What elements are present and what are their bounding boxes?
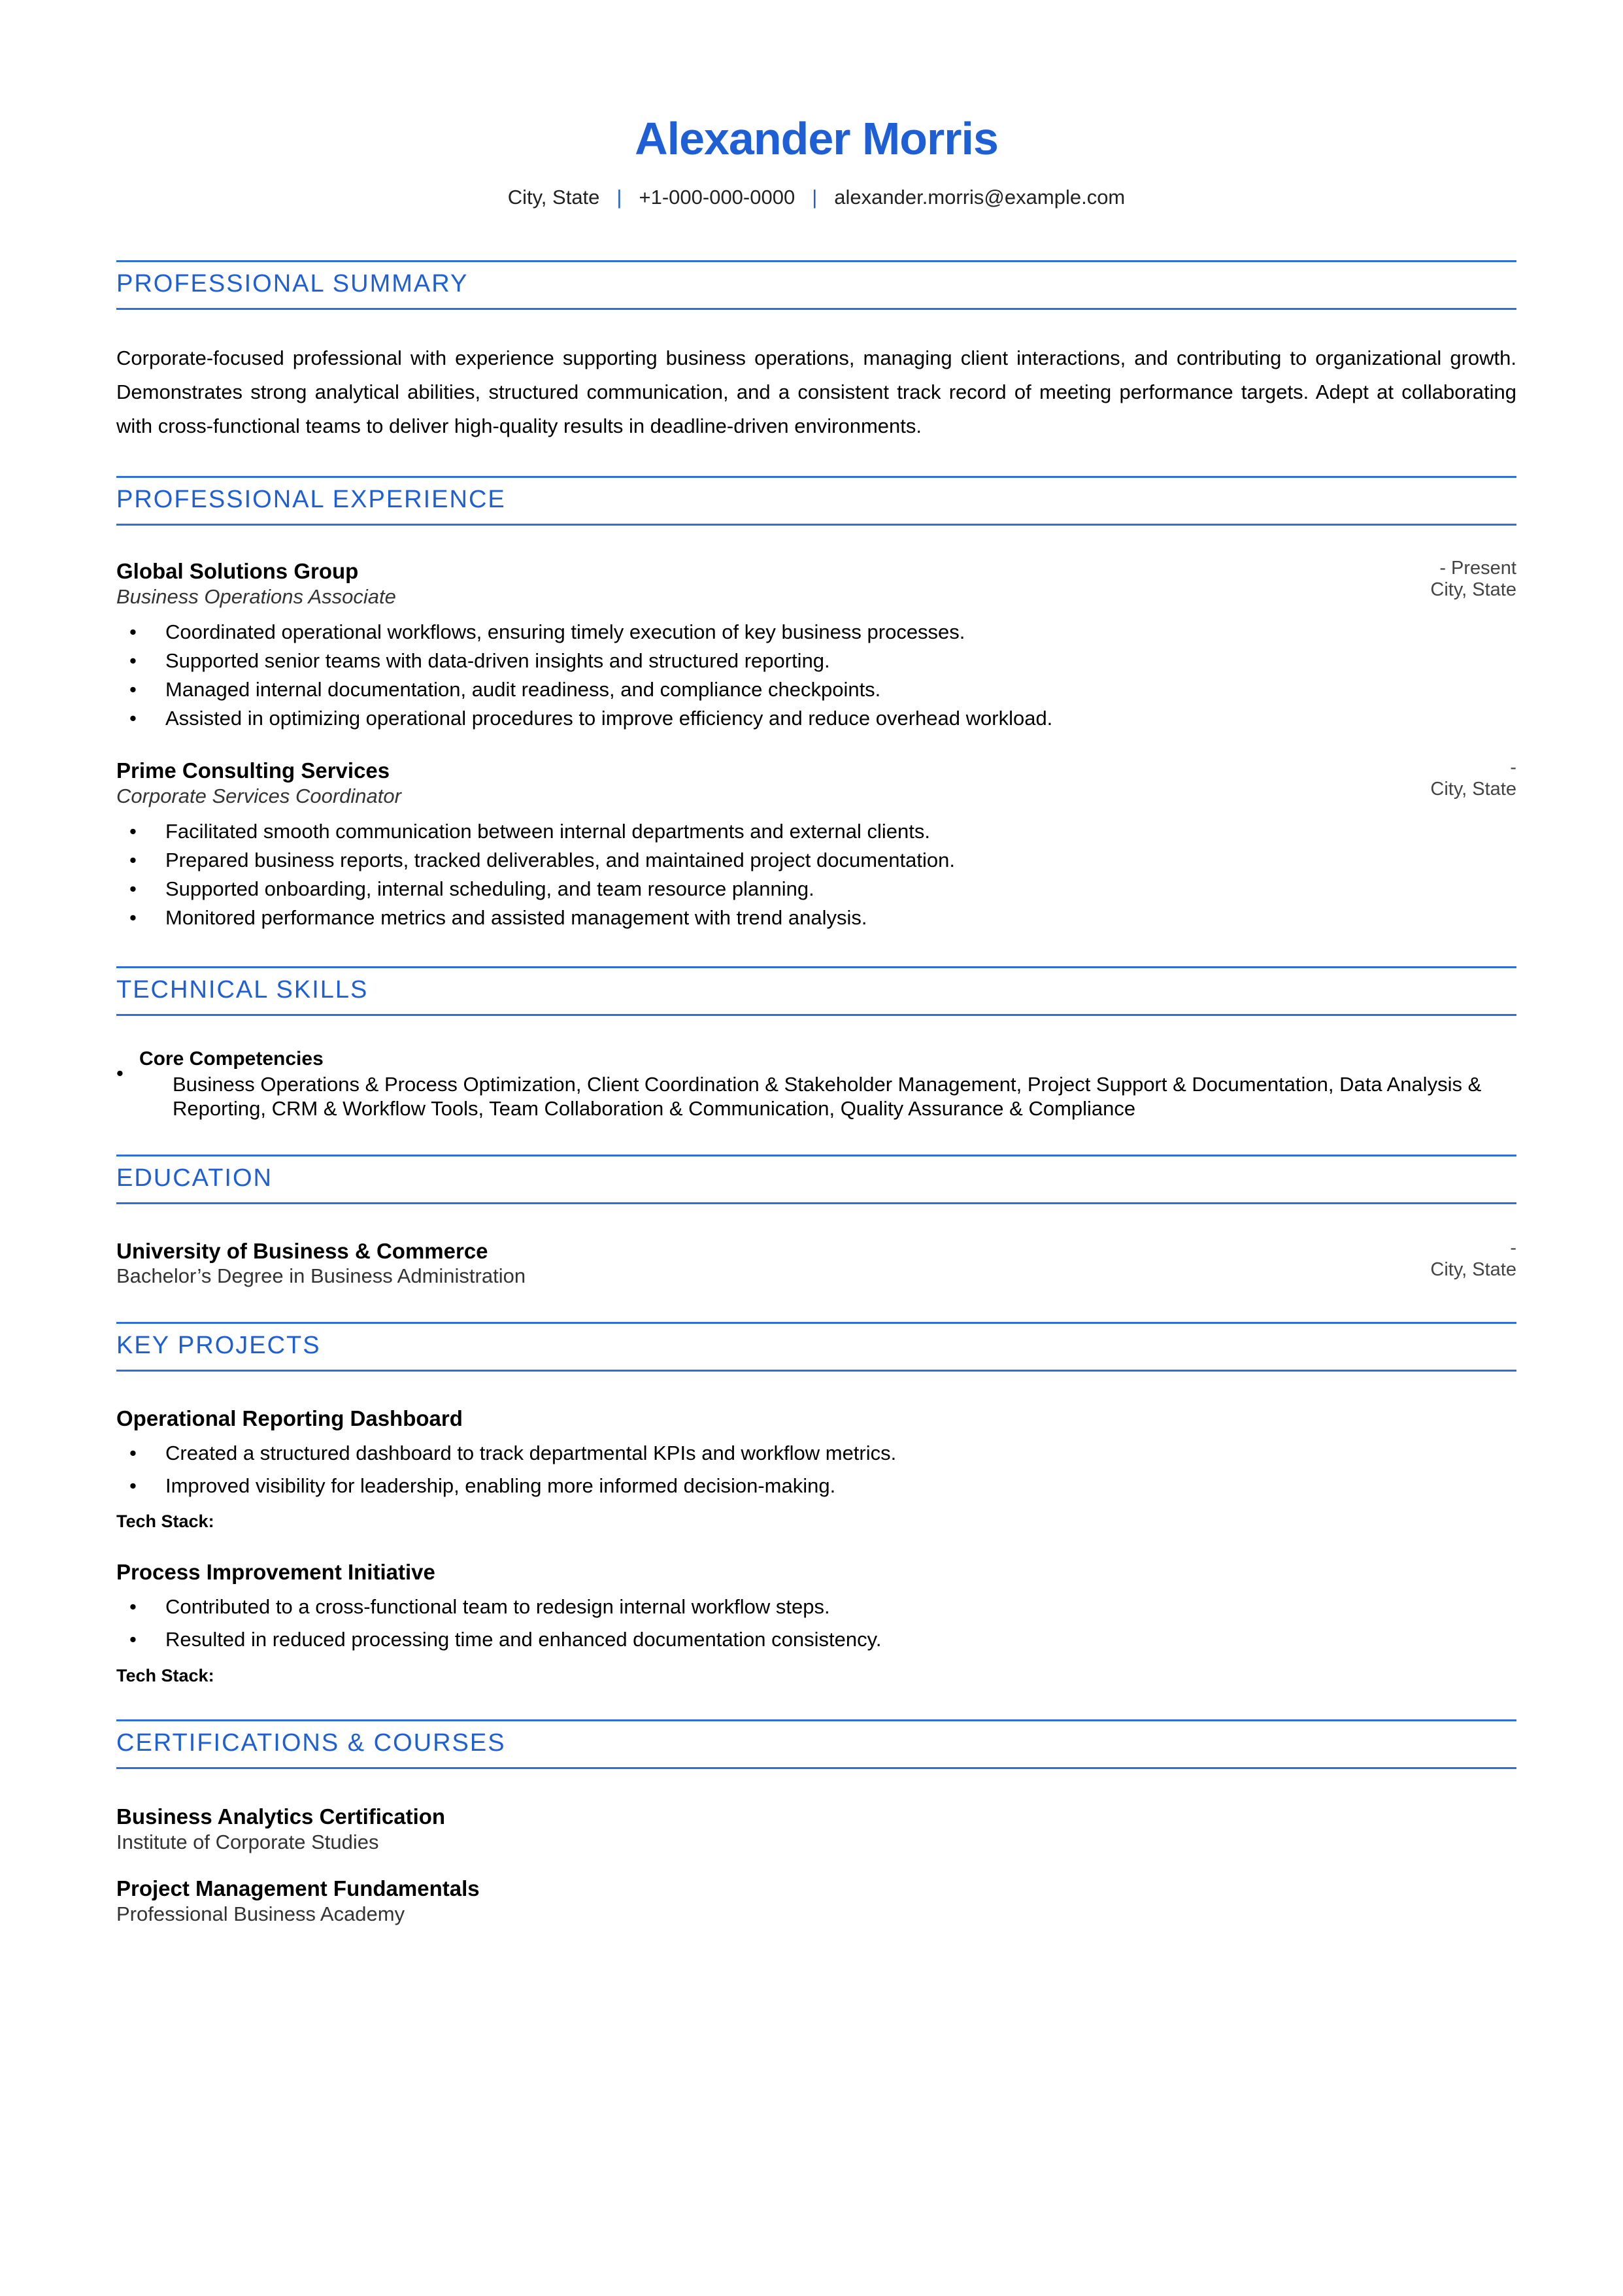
tech-stack-label: Tech Stack: [116, 1511, 214, 1531]
contact-line [116, 186, 1516, 209]
section-header-certifications [116, 1719, 1516, 1769]
section-title: TECHNICAL SKILLS [116, 976, 369, 1004]
bullet-dot: • [129, 707, 137, 730]
bullet-item [129, 1591, 881, 1623]
bullet-item [129, 1470, 896, 1502]
bullet-dot: • [129, 1442, 137, 1464]
degree: Bachelor’s Degree in Business Administration [116, 1264, 526, 1287]
job-meta [1430, 757, 1516, 800]
bullet-item [129, 1623, 882, 1656]
bullet-item [129, 846, 955, 875]
contact-phone: +1-000-000-0000 [639, 186, 795, 209]
section-title: PROFESSIONAL SUMMARY [116, 270, 469, 297]
bullet-dot: • [129, 877, 137, 900]
bullet-dot: • [129, 849, 137, 871]
bullet-dot: • [116, 1062, 124, 1085]
contact-separator: | [812, 186, 818, 209]
job-bullets [129, 618, 1053, 733]
section-header-projects [116, 1322, 1516, 1372]
school-name: University of Business & Commerce [116, 1239, 488, 1263]
bullet-dot: • [129, 1628, 137, 1651]
job-location: City, State [1430, 579, 1516, 600]
section-header-summary [116, 260, 1516, 310]
skill-list: Business Operations & Process Optimization, Client Coordination & Stakeholder Management, Project Support & Documentation, Data Analysis & Reporting, CRM & Workflow Tools, Team Collaboration & Communication, Quality Assurance & Compliance [173, 1073, 1482, 1120]
bullet-dot: • [129, 678, 137, 701]
bullet-text: Prepared business reports, tracked deliverables, and maintained project documentation. [165, 849, 955, 871]
project-bullets [129, 1591, 882, 1656]
certification-issuer: Institute of Corporate Studies [116, 1831, 379, 1853]
job-meta [1430, 558, 1516, 601]
skill-category: Core Competencies [139, 1048, 324, 1070]
contact-separator: | [616, 186, 622, 209]
bullet-dot: • [129, 1595, 137, 1618]
section-header-education [116, 1155, 1516, 1204]
certification-name: Business Analytics Certification [116, 1804, 446, 1829]
project-title: Operational Reporting Dashboard [116, 1406, 463, 1430]
section-header-skills [116, 966, 1516, 1016]
project-title: Process Improvement Initiative [116, 1560, 435, 1584]
contact-location: City, State [507, 186, 600, 209]
certification-issuer: Professional Business Academy [116, 1902, 405, 1925]
bullet-item [129, 675, 1052, 704]
company-name: Global Solutions Group [116, 559, 359, 583]
section-header-experience [116, 476, 1516, 526]
candidate-name: Alexander Morris [635, 113, 998, 164]
section-title: PROFESSIONAL EXPERIENCE [116, 486, 506, 513]
job-bullets [129, 817, 955, 932]
project-bullets [129, 1437, 897, 1502]
bullet-item [129, 704, 1053, 733]
contact-email[interactable]: alexander.morris@example.com [834, 186, 1126, 209]
bullet-text: Facilitated smooth communication between internal departments and external clients. [165, 820, 931, 843]
education-location: City, State [1430, 1259, 1516, 1280]
bullet-text: Created a structured dashboard to track departmental KPIs and workflow metrics. [165, 1442, 897, 1464]
company-name: Prime Consulting Services [116, 758, 390, 783]
bullet-dot: • [129, 1474, 137, 1497]
tech-stack-label: Tech Stack: [116, 1666, 214, 1685]
bullet-item [129, 647, 1052, 675]
bullet-dot: • [129, 649, 137, 672]
bullet-item [129, 903, 955, 932]
bullet-item [129, 1437, 897, 1470]
bullet-item [129, 618, 1052, 647]
bullet-text: Supported onboarding, internal scheduling, and team resource planning. [165, 877, 814, 900]
job-location: City, State [1430, 779, 1516, 800]
bullet-text: Assisted in optimizing operational procedures to improve efficiency and reduce overhead workload. [165, 707, 1053, 730]
bullet-item [129, 817, 955, 846]
education-meta [1430, 1238, 1516, 1281]
job-title: Business Operations Associate [116, 585, 396, 608]
education-dates: - [1510, 1238, 1516, 1258]
summary-text: Corporate-focused professional with experience supporting business operations, managing client interactions, and contributing to organizational growth. Demonstrates strong analytical abilities, structured communication, and a consistent track record of meeting performance targets. Adept at collaborating with cross-functional teams to deliver high-quality results in deadline-driven environments. [116, 346, 1516, 437]
bullet-text: Resulted in reduced processing time and enhanced documentation consistency. [165, 1628, 882, 1651]
bullet-text: Improved visibility for leadership, enabling more informed decision-making. [165, 1474, 836, 1497]
bullet-item [129, 875, 955, 903]
bullet-dot: • [129, 906, 137, 929]
bullet-text: Supported senior teams with data-driven insights and structured reporting. [165, 649, 830, 672]
section-title: KEY PROJECTS [116, 1332, 321, 1359]
bullet-text: Contributed to a cross-functional team to redesign internal workflow steps. [165, 1595, 830, 1618]
bullet-text: Managed internal documentation, audit readiness, and compliance checkpoints. [165, 678, 881, 701]
section-title: EDUCATION [116, 1164, 273, 1192]
bullet-dot: • [129, 820, 137, 843]
bullet-dot: • [129, 620, 137, 643]
bullet-text: Monitored performance metrics and assisted management with trend analysis. [165, 906, 867, 929]
certification-name: Project Management Fundamentals [116, 1876, 480, 1900]
job-dates: - [1510, 757, 1516, 778]
job-dates: - Present [1439, 558, 1516, 579]
job-title: Corporate Services Coordinator [116, 785, 401, 807]
bullet-text: Coordinated operational workflows, ensuring timely execution of key business processes. [165, 620, 965, 643]
section-title: CERTIFICATIONS & COURSES [116, 1729, 506, 1757]
